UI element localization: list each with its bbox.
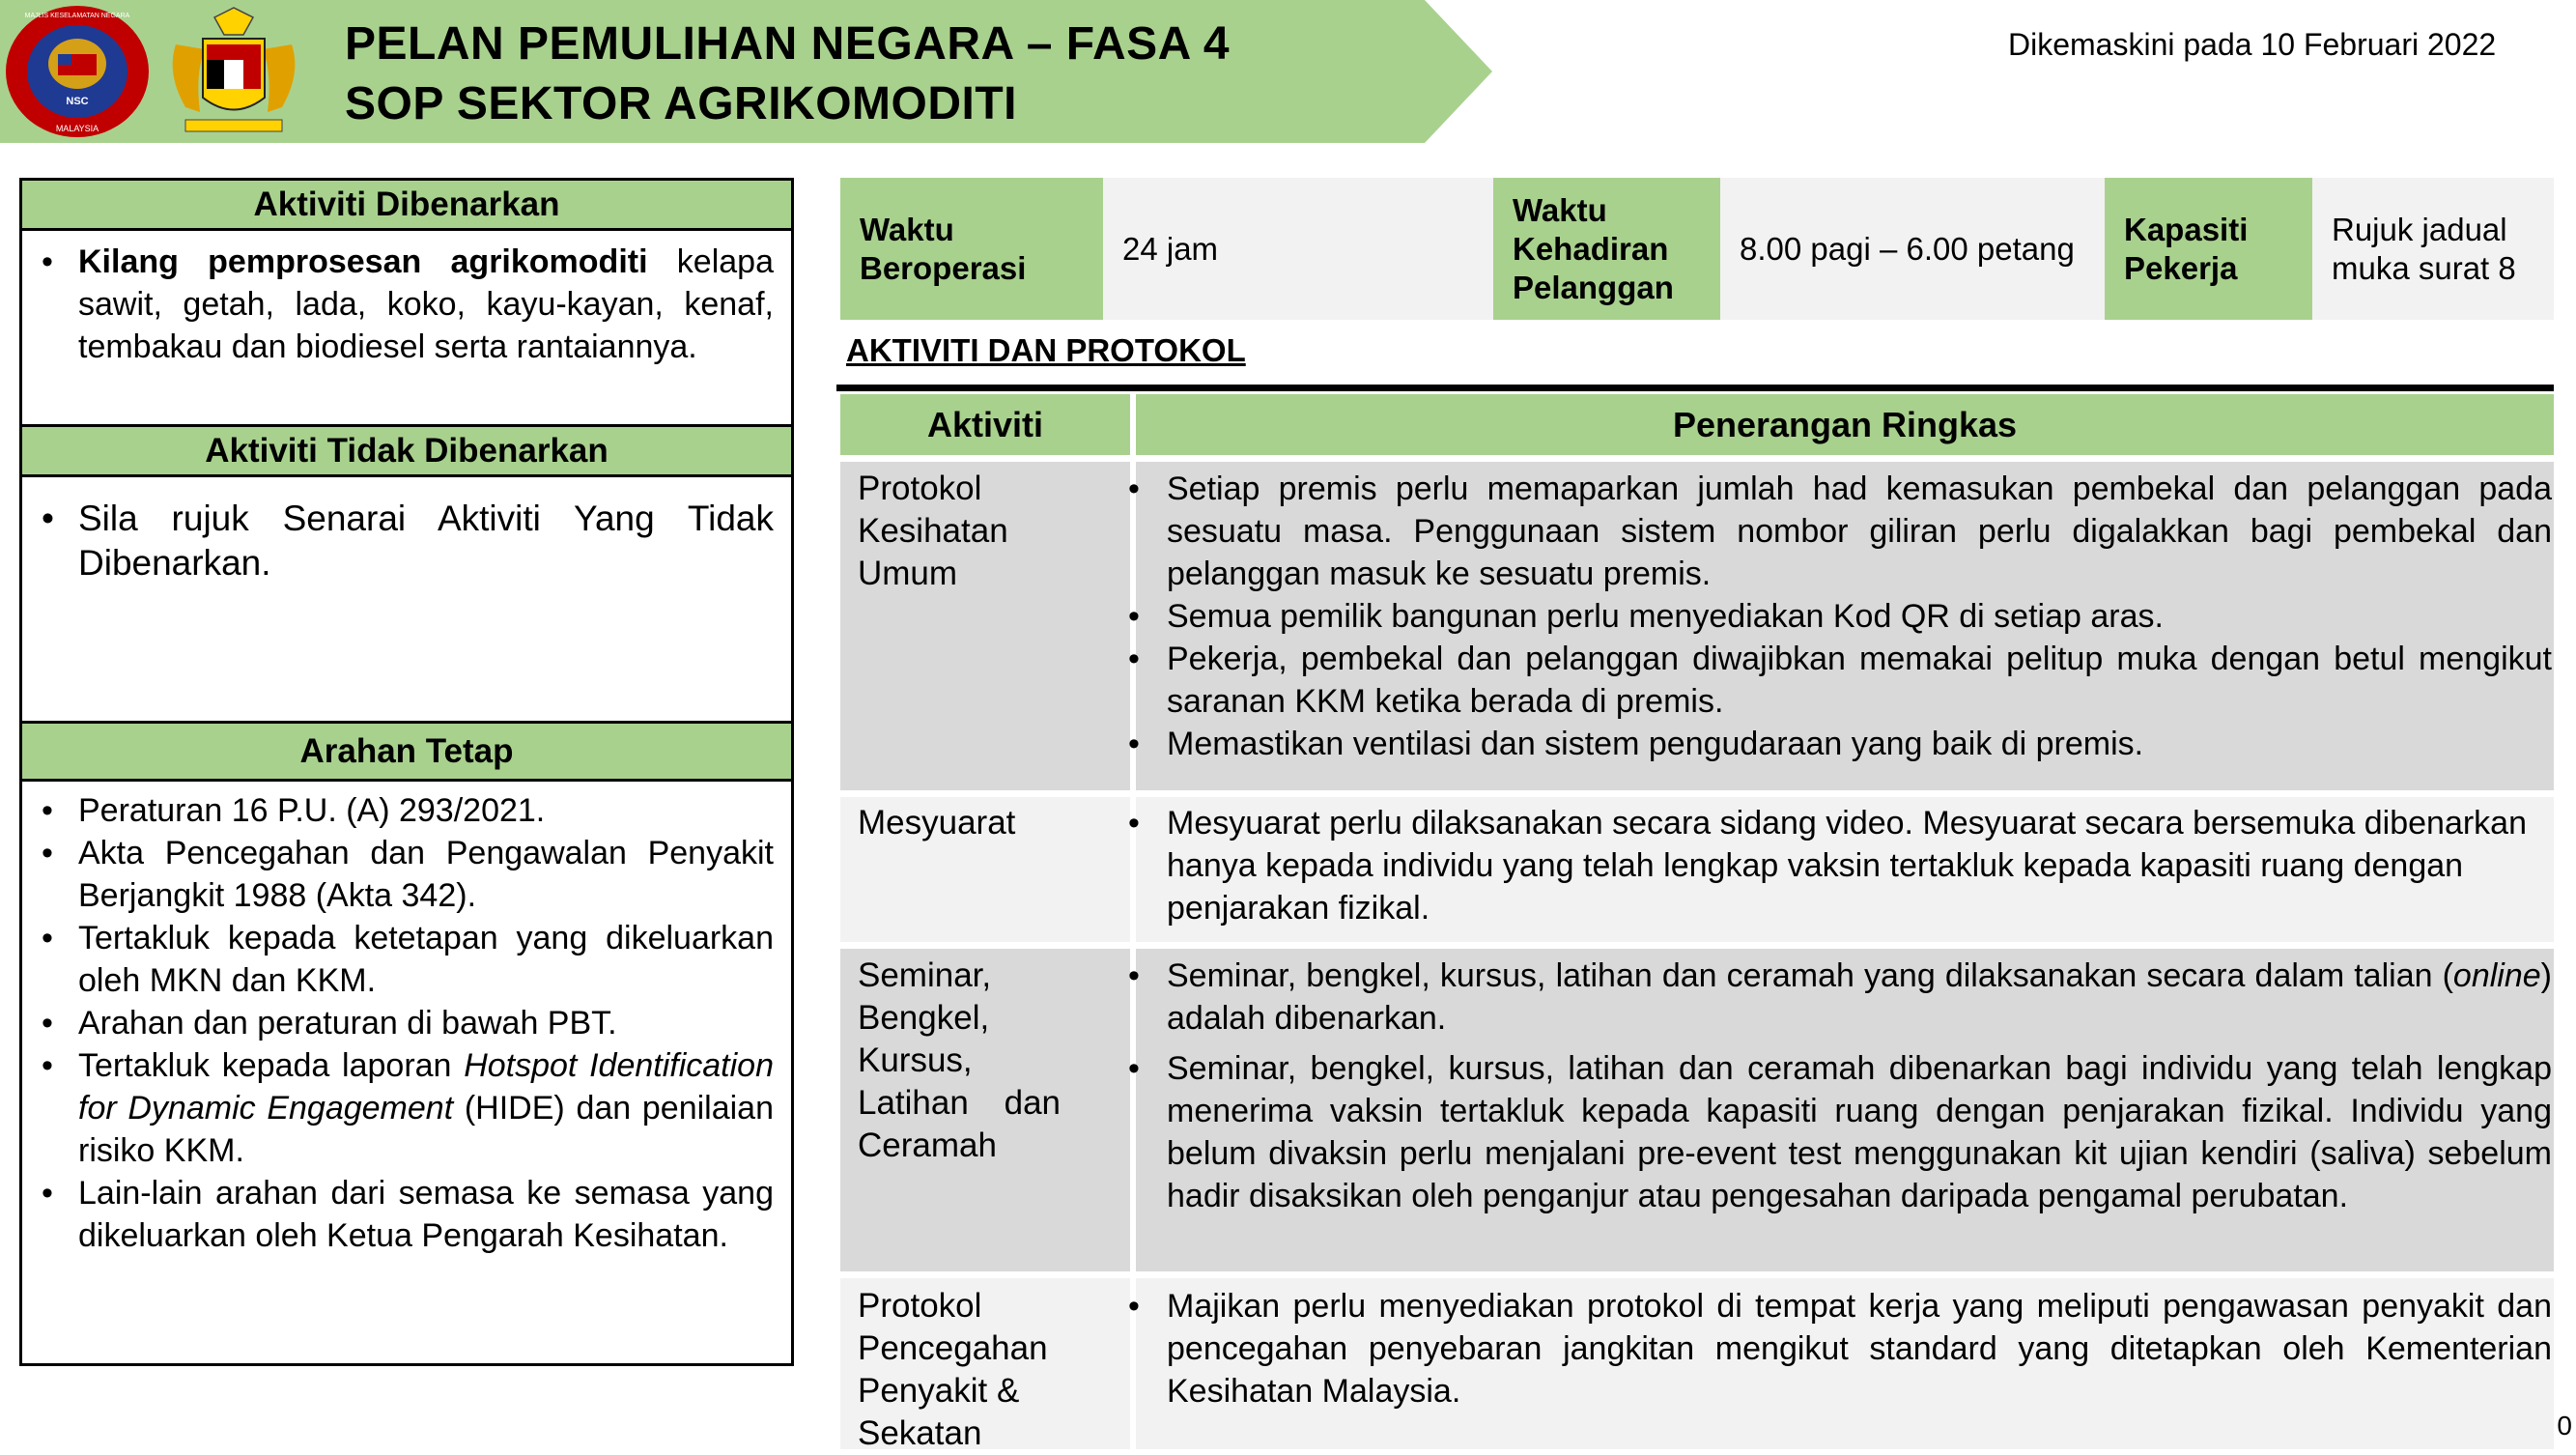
directive-item: • Arahan dan peraturan di bawah PBT.: [22, 1002, 791, 1044]
coat-of-arms-logo: [156, 6, 311, 137]
directive-item: • Tertakluk kepada laporan Hotspot Identification for Dynamic Engagement (HIDE) dan penilaian risiko KKM.: [22, 1044, 791, 1172]
description-cell: [1128, 468, 2552, 765]
svg-text:NSC: NSC: [66, 96, 89, 107]
description-item: • Seminar, bengkel, kursus, latihan dan ceramah yang dilaksanakan secara dalam talian (online) adalah dibenarkan.: [1128, 955, 2552, 1040]
directives-heading: Arahan Tetap: [22, 724, 791, 782]
allowed-activity-item: • Kilang pemprosesan agrikomoditi kelapa sawit, getah, lada, koko, kayu-kayan, kenaf, tembakau dan biodiesel serta rantaiannya.: [22, 241, 791, 368]
description-item: • Majikan perlu menyediakan protokol di tempat kerja yang meliputi pengawasan penyakit dan pencegahan penyebaran jangkitan mengikut standard yang ditetapkan oleh Kementerian Kesihatan Malaysia.: [1128, 1285, 2552, 1412]
worker-capacity-label: Kapasiti Pekerja: [2105, 178, 2312, 320]
description-cell: [1128, 955, 2552, 1217]
description-cell: [1128, 802, 2552, 929]
description-cell: [1128, 1285, 2552, 1412]
not-allowed-activities-heading: Aktiviti Tidak Dibenarkan: [22, 427, 791, 477]
description-item: • Semua pemilik bangunan perlu menyediakan Kod QR di setiap aras.: [1128, 595, 2552, 638]
operating-hours-label: Waktu Beroperasi: [840, 178, 1103, 320]
operating-hours-value: 24 jam: [1103, 178, 1493, 320]
directive-item: • Akta Pencegahan dan Pengawalan Penyakit Berjangkit 1988 (Akta 342).: [22, 832, 791, 917]
updated-date: Dikemaskini pada 10 Februari 2022: [2008, 27, 2497, 62]
activity-cell: Seminar, Bengkel, Kursus, Latihan dan Ceramah: [858, 956, 1061, 1164]
not-allowed-activity-item: • Sila rujuk Senarai Aktiviti Yang Tidak Dibenarkan.: [22, 497, 791, 585]
description-item: • Setiap premis perlu memaparkan jumlah had kemasukan pembekal dan pelanggan pada sesuatu masa. Penggunaan sistem nombor giliran perlu digalakkan bagi pembekal dan pelanggan masuk ke sesuatu premis.: [1128, 468, 2552, 595]
section-title: AKTIVITI DAN PROTOKOL: [846, 332, 1246, 368]
page-subtitle: SOP SEKTOR AGRIKOMODITI: [345, 78, 1018, 129]
description-item: • Pekerja, pembekal dan pelanggan diwajibkan memakai pelitup muka dengan betul mengikut saranan KKM ketika berada di premis.: [1128, 638, 2552, 723]
allowed-activities-heading: Aktiviti Dibenarkan: [22, 181, 791, 231]
directive-item: • Lain-lain arahan dari semasa ke semasa yang dikeluarkan oleh Ketua Pengarah Kesihatan.: [22, 1172, 791, 1257]
customer-hours-value: 8.00 pagi – 6.00 petang: [1720, 178, 2105, 320]
activity-cell: Protokol Pencegahan Penyakit & Sekatan: [858, 1287, 1048, 1452]
description-item: • Memastikan ventilasi dan sistem pengudaraan yang baik di premis.: [1128, 723, 2552, 765]
nsc-logo: [4, 4, 151, 139]
description-item: • Seminar, bengkel, kursus, latihan dan ceramah dibenarkan bagi individu yang telah lengkap menerima vaksin tertakluk kepada kapasiti ruang dengan penjarakan fizikal. Individu yang belum divaksin perlu menjalani pre-event test menggunakan kit ujian kendiri (saliva) sebelum hadir disaksikan oleh penganjur atau pengesahan daripada pengamal perubatan.: [1128, 1047, 2552, 1217]
page-number: 0: [2557, 1411, 2572, 1441]
section-divider: [836, 385, 2554, 391]
directives-box: [19, 721, 794, 1366]
customer-hours-label: Waktu Kehadiran Pelanggan: [1493, 178, 1720, 320]
worker-capacity-value: Rujuk jadual muka surat 8: [2312, 178, 2554, 320]
directive-item: • Peraturan 16 P.U. (A) 293/2021.: [22, 789, 791, 832]
page-title: PELAN PEMULIHAN NEGARA – FASA 4: [345, 18, 1231, 70]
svg-text:MAJLIS KESELAMATAN NEGARA: MAJLIS KESELAMATAN NEGARA: [24, 13, 130, 19]
allowed-activities-box: [19, 178, 794, 427]
col-header-description: Penerangan Ringkas: [1136, 394, 2554, 455]
activity-cell: Mesyuarat: [858, 804, 1016, 842]
description-item: • Mesyuarat perlu dilaksanakan secara sidang video. Mesyuarat secara bersemuka dibenarkan hanya kepada individu yang telah lengkap vaksin tertakluk kepada kapasiti ruang dengan penjarakan fizikal.: [1128, 802, 2552, 929]
svg-text:MALAYSIA: MALAYSIA: [55, 124, 99, 133]
activity-cell: Protokol Kesihatan Umum: [858, 470, 1008, 592]
directive-item: • Tertakluk kepada ketetapan yang dikeluarkan oleh MKN dan KKM.: [22, 917, 791, 1002]
not-allowed-activities-box: [19, 424, 794, 726]
col-header-activity: Aktiviti: [840, 394, 1130, 455]
